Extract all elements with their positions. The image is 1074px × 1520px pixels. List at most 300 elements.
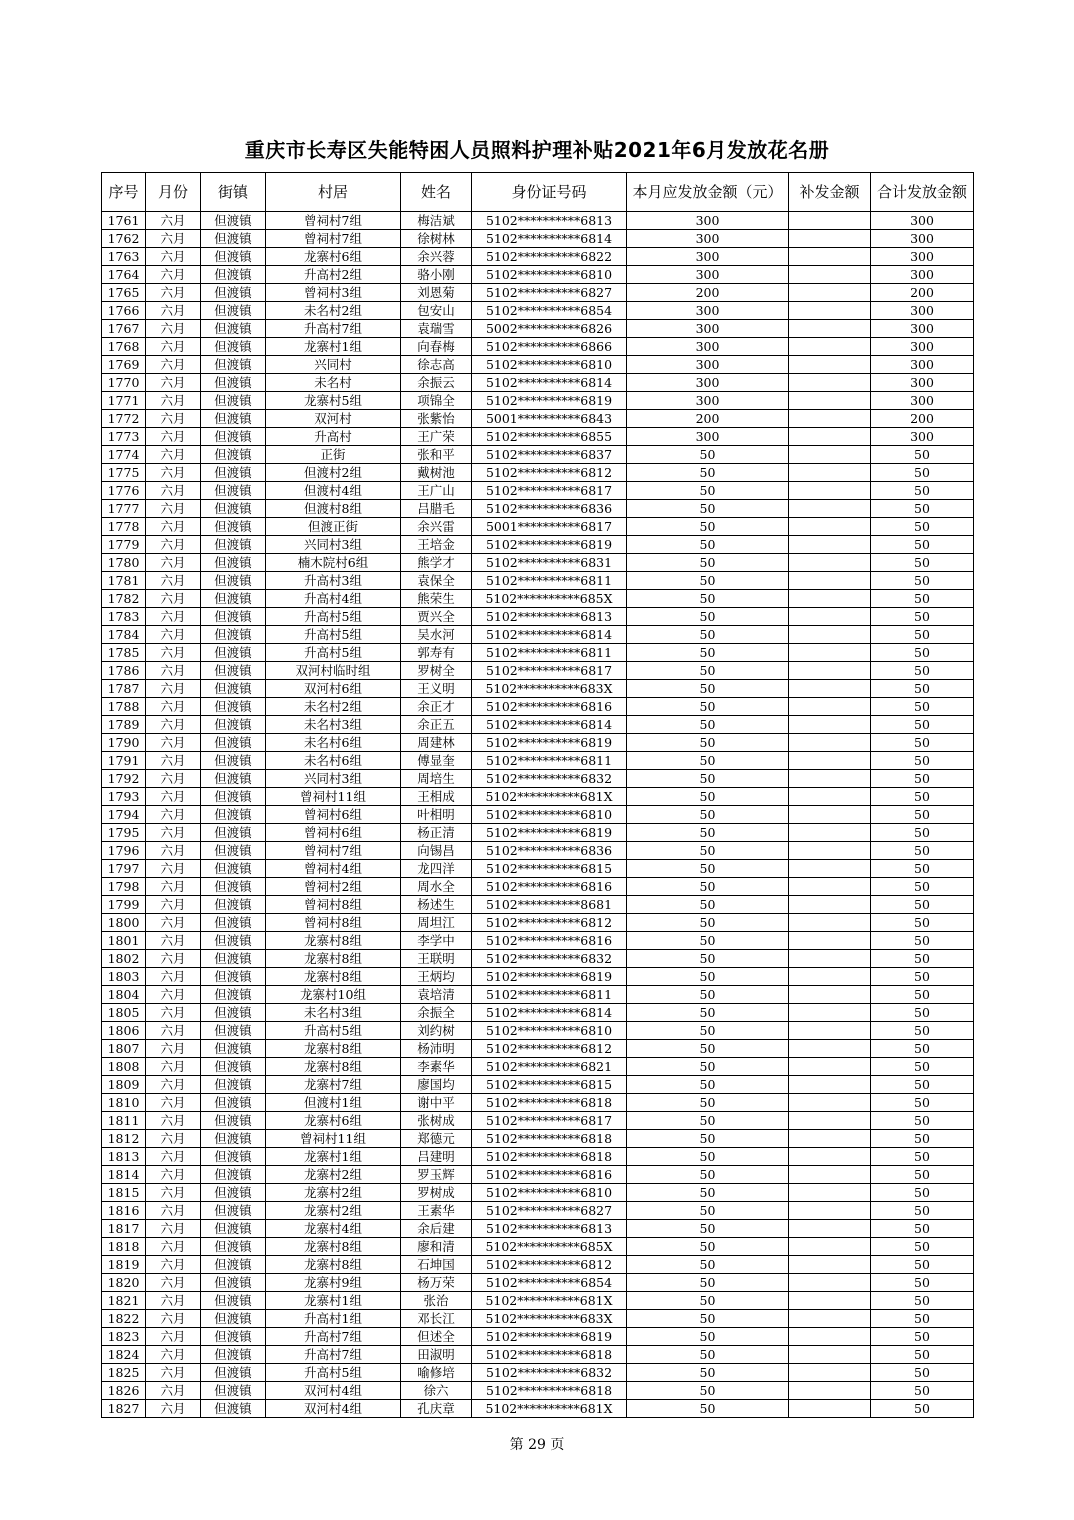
total-amount-cell: 50 — [871, 824, 974, 842]
table-row — [102, 896, 974, 914]
month-cell: 六月 — [146, 302, 201, 320]
serial-cell: 1786 — [102, 662, 146, 680]
name-cell: 廖国均 — [401, 1076, 472, 1094]
month-cell: 六月 — [146, 1292, 201, 1310]
supplement-amount-cell — [789, 320, 871, 338]
monthly-amount-cell: 300 — [627, 428, 789, 446]
table-row — [102, 1022, 974, 1040]
village-cell: 双河村 — [266, 410, 401, 428]
town-cell: 但渡镇 — [201, 986, 266, 1004]
name-cell: 喻修培 — [401, 1364, 472, 1382]
supplement-amount-cell — [789, 788, 871, 806]
serial-cell: 1775 — [102, 464, 146, 482]
table-row — [102, 1238, 974, 1256]
serial-cell: 1820 — [102, 1274, 146, 1292]
town-cell: 但渡镇 — [201, 806, 266, 824]
village-cell: 龙寨村2组 — [266, 1202, 401, 1220]
village-cell: 龙寨村8组 — [266, 932, 401, 950]
month-cell: 六月 — [146, 860, 201, 878]
id-number-cell: 5102**********685X — [472, 590, 627, 608]
id-number-cell: 5102**********6832 — [472, 770, 627, 788]
id-number-cell: 5102**********6810 — [472, 1184, 627, 1202]
id-number-cell: 5102**********6810 — [472, 266, 627, 284]
monthly-amount-cell: 50 — [627, 1058, 789, 1076]
monthly-amount-cell: 50 — [627, 1040, 789, 1058]
supplement-amount-cell — [789, 500, 871, 518]
supplement-amount-cell — [789, 1076, 871, 1094]
header-id-number: 身份证号码 — [472, 173, 627, 212]
month-cell: 六月 — [146, 1346, 201, 1364]
table-row — [102, 878, 974, 896]
supplement-amount-cell — [789, 284, 871, 302]
town-cell: 但渡镇 — [201, 1148, 266, 1166]
table-row — [102, 662, 974, 680]
village-cell: 龙寨村8组 — [266, 1256, 401, 1274]
serial-cell: 1796 — [102, 842, 146, 860]
town-cell: 但渡镇 — [201, 482, 266, 500]
month-cell: 六月 — [146, 446, 201, 464]
monthly-amount-cell: 50 — [627, 752, 789, 770]
monthly-amount-cell: 50 — [627, 986, 789, 1004]
supplement-amount-cell — [789, 428, 871, 446]
village-cell: 升高村1组 — [266, 1310, 401, 1328]
name-cell: 余正五 — [401, 716, 472, 734]
village-cell: 龙寨村10组 — [266, 986, 401, 1004]
village-cell: 升高村5组 — [266, 608, 401, 626]
village-cell: 升高村5组 — [266, 626, 401, 644]
town-cell: 但渡镇 — [201, 392, 266, 410]
table-row — [102, 734, 974, 752]
town-cell: 但渡镇 — [201, 626, 266, 644]
table-row — [102, 1256, 974, 1274]
monthly-amount-cell: 50 — [627, 482, 789, 500]
total-amount-cell: 300 — [871, 428, 974, 446]
serial-cell: 1821 — [102, 1292, 146, 1310]
serial-cell: 1812 — [102, 1130, 146, 1148]
monthly-amount-cell: 50 — [627, 1274, 789, 1292]
month-cell: 六月 — [146, 518, 201, 536]
monthly-amount-cell: 200 — [627, 284, 789, 302]
name-cell: 袁保全 — [401, 572, 472, 590]
table-row — [102, 914, 974, 932]
monthly-amount-cell: 50 — [627, 1112, 789, 1130]
month-cell: 六月 — [146, 716, 201, 734]
town-cell: 但渡镇 — [201, 1238, 266, 1256]
table-row — [102, 320, 974, 338]
id-number-cell: 5102**********6816 — [472, 932, 627, 950]
name-cell: 李学中 — [401, 932, 472, 950]
id-number-cell: 5102**********681X — [472, 1400, 627, 1418]
town-cell: 但渡镇 — [201, 212, 266, 230]
month-cell: 六月 — [146, 1004, 201, 1022]
id-number-cell: 5102**********6836 — [472, 842, 627, 860]
serial-cell: 1813 — [102, 1148, 146, 1166]
monthly-amount-cell: 50 — [627, 878, 789, 896]
monthly-amount-cell: 50 — [627, 500, 789, 518]
town-cell: 但渡镇 — [201, 446, 266, 464]
name-cell: 罗树全 — [401, 662, 472, 680]
supplement-amount-cell — [789, 680, 871, 698]
town-cell: 但渡镇 — [201, 1166, 266, 1184]
town-cell: 但渡镇 — [201, 1220, 266, 1238]
supplement-amount-cell — [789, 770, 871, 788]
town-cell: 但渡镇 — [201, 1094, 266, 1112]
supplement-amount-cell — [789, 356, 871, 374]
monthly-amount-cell: 50 — [627, 572, 789, 590]
supplement-amount-cell — [789, 536, 871, 554]
table-row — [102, 266, 974, 284]
village-cell: 龙寨村8组 — [266, 950, 401, 968]
id-number-cell: 5102**********6810 — [472, 806, 627, 824]
total-amount-cell: 50 — [871, 1346, 974, 1364]
village-cell: 升高村5组 — [266, 1022, 401, 1040]
month-cell: 六月 — [146, 212, 201, 230]
village-cell: 龙寨村1组 — [266, 1292, 401, 1310]
id-number-cell: 5102**********6812 — [472, 1040, 627, 1058]
serial-cell: 1825 — [102, 1364, 146, 1382]
name-cell: 杨正清 — [401, 824, 472, 842]
table-header-row — [102, 173, 974, 212]
town-cell: 但渡镇 — [201, 1328, 266, 1346]
month-cell: 六月 — [146, 806, 201, 824]
monthly-amount-cell: 50 — [627, 770, 789, 788]
id-number-cell: 5102**********6819 — [472, 734, 627, 752]
month-cell: 六月 — [146, 608, 201, 626]
month-cell: 六月 — [146, 1310, 201, 1328]
supplement-amount-cell — [789, 392, 871, 410]
table-row — [102, 590, 974, 608]
town-cell: 但渡镇 — [201, 950, 266, 968]
id-number-cell: 5102**********6832 — [472, 950, 627, 968]
monthly-amount-cell: 50 — [627, 662, 789, 680]
supplement-amount-cell — [789, 734, 871, 752]
monthly-amount-cell: 300 — [627, 320, 789, 338]
total-amount-cell: 50 — [871, 1166, 974, 1184]
supplement-amount-cell — [789, 590, 871, 608]
table-row — [102, 1364, 974, 1382]
month-cell: 六月 — [146, 1184, 201, 1202]
total-amount-cell: 50 — [871, 1220, 974, 1238]
supplement-amount-cell — [789, 1166, 871, 1184]
table-row — [102, 284, 974, 302]
total-amount-cell: 50 — [871, 536, 974, 554]
id-number-cell: 5102**********6819 — [472, 824, 627, 842]
total-amount-cell: 50 — [871, 446, 974, 464]
id-number-cell: 5102**********6854 — [472, 1274, 627, 1292]
page-title: 重庆市长寿区失能特困人员照料护理补贴2021年6月发放花名册 — [244, 138, 830, 162]
village-cell: 未名村6组 — [266, 752, 401, 770]
serial-cell: 1799 — [102, 896, 146, 914]
town-cell: 但渡镇 — [201, 410, 266, 428]
monthly-amount-cell: 50 — [627, 860, 789, 878]
town-cell: 但渡镇 — [201, 1256, 266, 1274]
table-row — [102, 1274, 974, 1292]
name-cell: 余振云 — [401, 374, 472, 392]
month-cell: 六月 — [146, 644, 201, 662]
village-cell: 楠木院村6组 — [266, 554, 401, 572]
name-cell: 张紫怡 — [401, 410, 472, 428]
village-cell: 曾祠村6组 — [266, 824, 401, 842]
village-cell: 龙寨村5组 — [266, 392, 401, 410]
total-amount-cell: 300 — [871, 356, 974, 374]
name-cell: 余振全 — [401, 1004, 472, 1022]
month-cell: 六月 — [146, 248, 201, 266]
monthly-amount-cell: 50 — [627, 554, 789, 572]
village-cell: 龙寨村8组 — [266, 1058, 401, 1076]
id-number-cell: 5102**********6827 — [472, 284, 627, 302]
table-row — [102, 374, 974, 392]
id-number-cell: 5102**********6818 — [472, 1382, 627, 1400]
town-cell: 但渡镇 — [201, 572, 266, 590]
supplement-amount-cell — [789, 554, 871, 572]
id-number-cell: 5102**********6812 — [472, 464, 627, 482]
name-cell: 叶相明 — [401, 806, 472, 824]
village-cell: 兴同村 — [266, 356, 401, 374]
month-cell: 六月 — [146, 788, 201, 806]
total-amount-cell: 300 — [871, 374, 974, 392]
table-row — [102, 212, 974, 230]
id-number-cell: 5102**********6811 — [472, 752, 627, 770]
table-row — [102, 554, 974, 572]
id-number-cell: 5102**********6818 — [472, 1346, 627, 1364]
id-number-cell: 5102**********6814 — [472, 716, 627, 734]
total-amount-cell: 50 — [871, 914, 974, 932]
total-amount-cell: 50 — [871, 1004, 974, 1022]
village-cell: 升高村5组 — [266, 1364, 401, 1382]
total-amount-cell: 50 — [871, 1292, 974, 1310]
village-cell: 升高村4组 — [266, 590, 401, 608]
id-number-cell: 5102**********6855 — [472, 428, 627, 446]
town-cell: 但渡镇 — [201, 1382, 266, 1400]
supplement-amount-cell — [789, 1202, 871, 1220]
supplement-amount-cell — [789, 716, 871, 734]
table-row — [102, 338, 974, 356]
name-cell: 张和平 — [401, 446, 472, 464]
header-town: 街镇 — [201, 173, 266, 212]
name-cell: 石坤国 — [401, 1256, 472, 1274]
total-amount-cell: 50 — [871, 752, 974, 770]
name-cell: 王广荣 — [401, 428, 472, 446]
village-cell: 龙寨村2组 — [266, 1184, 401, 1202]
town-cell: 但渡镇 — [201, 1292, 266, 1310]
name-cell: 谢中平 — [401, 1094, 472, 1112]
month-cell: 六月 — [146, 1148, 201, 1166]
village-cell: 未名村2组 — [266, 698, 401, 716]
serial-cell: 1765 — [102, 284, 146, 302]
total-amount-cell: 50 — [871, 968, 974, 986]
monthly-amount-cell: 50 — [627, 1346, 789, 1364]
total-amount-cell: 300 — [871, 266, 974, 284]
serial-cell: 1823 — [102, 1328, 146, 1346]
serial-cell: 1802 — [102, 950, 146, 968]
monthly-amount-cell: 50 — [627, 1166, 789, 1184]
table-row — [102, 968, 974, 986]
serial-cell: 1785 — [102, 644, 146, 662]
serial-cell: 1767 — [102, 320, 146, 338]
supplement-amount-cell — [789, 302, 871, 320]
town-cell: 但渡镇 — [201, 356, 266, 374]
total-amount-cell: 50 — [871, 932, 974, 950]
serial-cell: 1803 — [102, 968, 146, 986]
village-cell: 但渡正街 — [266, 518, 401, 536]
town-cell: 但渡镇 — [201, 824, 266, 842]
month-cell: 六月 — [146, 338, 201, 356]
town-cell: 但渡镇 — [201, 248, 266, 266]
monthly-amount-cell: 300 — [627, 302, 789, 320]
supplement-amount-cell — [789, 662, 871, 680]
table-row — [102, 464, 974, 482]
monthly-amount-cell: 300 — [627, 374, 789, 392]
table-body — [102, 212, 974, 1418]
total-amount-cell: 300 — [871, 338, 974, 356]
town-cell: 但渡镇 — [201, 788, 266, 806]
serial-cell: 1769 — [102, 356, 146, 374]
id-number-cell: 5102**********681X — [472, 788, 627, 806]
village-cell: 但渡村1组 — [266, 1094, 401, 1112]
month-cell: 六月 — [146, 1130, 201, 1148]
table-row — [102, 1040, 974, 1058]
name-cell: 余兴蓉 — [401, 248, 472, 266]
supplement-amount-cell — [789, 1310, 871, 1328]
monthly-amount-cell: 50 — [627, 1400, 789, 1418]
id-number-cell: 5102**********6812 — [472, 1256, 627, 1274]
village-cell: 龙寨村8组 — [266, 1040, 401, 1058]
total-amount-cell: 50 — [871, 842, 974, 860]
village-cell: 曾祠村11组 — [266, 1130, 401, 1148]
page-number: 第 29 页 — [509, 1437, 565, 1453]
serial-cell: 1791 — [102, 752, 146, 770]
table-row — [102, 1112, 974, 1130]
total-amount-cell: 50 — [871, 1256, 974, 1274]
supplement-amount-cell — [789, 464, 871, 482]
total-amount-cell: 50 — [871, 1202, 974, 1220]
village-cell: 但渡村2组 — [266, 464, 401, 482]
roster-table — [101, 172, 974, 1418]
month-cell: 六月 — [146, 1112, 201, 1130]
village-cell: 兴同村3组 — [266, 536, 401, 554]
table-row — [102, 302, 974, 320]
supplement-amount-cell — [789, 266, 871, 284]
town-cell: 但渡镇 — [201, 608, 266, 626]
supplement-amount-cell — [789, 1238, 871, 1256]
table-row — [102, 500, 974, 518]
table-row — [102, 1346, 974, 1364]
supplement-amount-cell — [789, 230, 871, 248]
table-row — [102, 1382, 974, 1400]
supplement-amount-cell — [789, 752, 871, 770]
monthly-amount-cell: 50 — [627, 1076, 789, 1094]
total-amount-cell: 50 — [871, 806, 974, 824]
name-cell: 梅洁斌 — [401, 212, 472, 230]
supplement-amount-cell — [789, 914, 871, 932]
name-cell: 徐树林 — [401, 230, 472, 248]
monthly-amount-cell: 50 — [627, 716, 789, 734]
id-number-cell: 5102**********6810 — [472, 1022, 627, 1040]
town-cell: 但渡镇 — [201, 1274, 266, 1292]
village-cell: 但渡村4组 — [266, 482, 401, 500]
month-cell: 六月 — [146, 986, 201, 1004]
village-cell: 升高村3组 — [266, 572, 401, 590]
id-number-cell: 5102**********6821 — [472, 1058, 627, 1076]
month-cell: 六月 — [146, 770, 201, 788]
month-cell: 六月 — [146, 1382, 201, 1400]
supplement-amount-cell — [789, 338, 871, 356]
month-cell: 六月 — [146, 1274, 201, 1292]
serial-cell: 1768 — [102, 338, 146, 356]
serial-cell: 1797 — [102, 860, 146, 878]
total-amount-cell: 50 — [871, 500, 974, 518]
month-cell: 六月 — [146, 230, 201, 248]
town-cell: 但渡镇 — [201, 500, 266, 518]
name-cell: 杨述生 — [401, 896, 472, 914]
village-cell: 龙寨村8组 — [266, 1238, 401, 1256]
name-cell: 骆小刚 — [401, 266, 472, 284]
table-row — [102, 1202, 974, 1220]
serial-cell: 1783 — [102, 608, 146, 626]
month-cell: 六月 — [146, 410, 201, 428]
serial-cell: 1770 — [102, 374, 146, 392]
supplement-amount-cell — [789, 1004, 871, 1022]
town-cell: 但渡镇 — [201, 1130, 266, 1148]
town-cell: 但渡镇 — [201, 1184, 266, 1202]
month-cell: 六月 — [146, 500, 201, 518]
name-cell: 罗树成 — [401, 1184, 472, 1202]
serial-cell: 1810 — [102, 1094, 146, 1112]
supplement-amount-cell — [789, 482, 871, 500]
monthly-amount-cell: 300 — [627, 248, 789, 266]
serial-cell: 1780 — [102, 554, 146, 572]
total-amount-cell: 50 — [871, 1112, 974, 1130]
total-amount-cell: 50 — [871, 1022, 974, 1040]
total-amount-cell: 50 — [871, 878, 974, 896]
name-cell: 余正才 — [401, 698, 472, 716]
table-row — [102, 410, 974, 428]
monthly-amount-cell: 50 — [627, 914, 789, 932]
town-cell: 但渡镇 — [201, 518, 266, 536]
id-number-cell: 5102**********681X — [472, 1292, 627, 1310]
village-cell: 未名村 — [266, 374, 401, 392]
monthly-amount-cell: 50 — [627, 1148, 789, 1166]
month-cell: 六月 — [146, 950, 201, 968]
name-cell: 杨万荣 — [401, 1274, 472, 1292]
id-number-cell: 5102**********6815 — [472, 1076, 627, 1094]
total-amount-cell: 50 — [871, 1328, 974, 1346]
table-row — [102, 1004, 974, 1022]
id-number-cell: 5102**********683X — [472, 680, 627, 698]
serial-cell: 1766 — [102, 302, 146, 320]
total-amount-cell: 50 — [871, 716, 974, 734]
supplement-amount-cell — [789, 1112, 871, 1130]
village-cell: 龙寨村6组 — [266, 1112, 401, 1130]
name-cell: 刘恩菊 — [401, 284, 472, 302]
monthly-amount-cell: 50 — [627, 1364, 789, 1382]
serial-cell: 1816 — [102, 1202, 146, 1220]
name-cell: 张治 — [401, 1292, 472, 1310]
serial-cell: 1781 — [102, 572, 146, 590]
serial-cell: 1763 — [102, 248, 146, 266]
supplement-amount-cell — [789, 1058, 871, 1076]
supplement-amount-cell — [789, 626, 871, 644]
supplement-amount-cell — [789, 1364, 871, 1382]
village-cell: 未名村6组 — [266, 734, 401, 752]
town-cell: 但渡镇 — [201, 1058, 266, 1076]
month-cell: 六月 — [146, 932, 201, 950]
monthly-amount-cell: 50 — [627, 788, 789, 806]
id-number-cell: 5102**********6836 — [472, 500, 627, 518]
header-month: 月份 — [146, 173, 201, 212]
monthly-amount-cell: 50 — [627, 680, 789, 698]
total-amount-cell: 50 — [871, 1310, 974, 1328]
